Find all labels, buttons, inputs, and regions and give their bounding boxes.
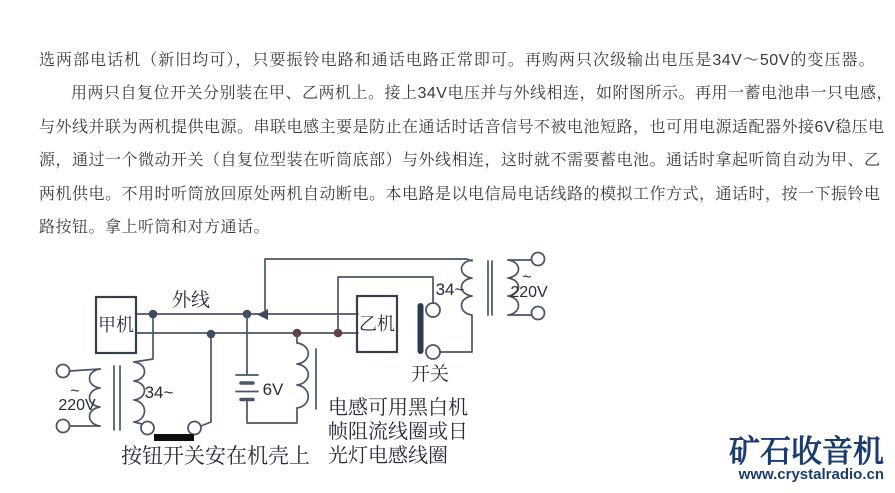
machine-a-label: 甲机 xyxy=(98,315,134,335)
knife-switch xyxy=(411,303,472,385)
inductor-note-line-1: 电感可用黑白机 xyxy=(328,397,468,419)
line-arrowhead xyxy=(257,309,268,320)
button-caption: 按钮开关安在机壳上 xyxy=(121,445,310,468)
article-line-6: 路按钮。拿上听筒和对方通话。 xyxy=(39,218,271,236)
switch-label: 开关 xyxy=(410,364,450,385)
inductor xyxy=(297,333,316,409)
article-line-4: 源，通过一个微动开关（自复位型装在听筒底部）与外线相连，这时就不需要蓄电池。通话时拿起听筒自动为甲、乙 xyxy=(39,152,881,170)
button-bar xyxy=(154,434,194,441)
outer-line-label: 外线 xyxy=(171,290,211,311)
left-primary-voltage-label: 220V xyxy=(58,397,96,414)
inductor-note-line-2: 帧阻流线圈或日 xyxy=(328,421,468,443)
right-secondary-label: 34~ xyxy=(435,280,465,299)
right-primary-tilde: ~ xyxy=(522,269,532,286)
left-transformer xyxy=(57,318,174,433)
article-line-1: 选两部电话机（新旧均可），只要振铃电路和通话电路正常即可。再购两只次级输出电压是34V～50V的变压器。 xyxy=(39,52,875,69)
left-secondary-label: 34~ xyxy=(144,383,174,402)
site-watermark-logo: 矿石收音机 xyxy=(729,434,884,469)
machine-a xyxy=(96,297,136,353)
right-transformer xyxy=(436,253,548,320)
button-contact-right xyxy=(188,422,201,435)
machine-b-label: 乙机 xyxy=(359,314,395,334)
machine-b xyxy=(357,296,397,352)
right-primary-terminal-bottom xyxy=(532,307,545,320)
left-primary-tilde: ~ xyxy=(70,383,80,400)
button-contact-left xyxy=(141,422,154,435)
battery-voltage-label: 6V xyxy=(262,380,284,399)
article-line-3: 与外线并联为两机提供电源。串联电感主要是防止在通话时话音信号不被电池短路，也可用电源适配器外接6V稳压电 xyxy=(39,118,885,136)
article-line-2: 用两只自复位开关分别装在甲、乙两机上。接上34V电压并与外线相连，如附图所示。再用一蓄电池串一只电感， xyxy=(71,85,893,103)
switch-contact-top xyxy=(426,303,440,317)
right-primary-voltage-label: 220V xyxy=(510,284,548,301)
inductor-note-line-3: 光灯电感线圈 xyxy=(328,445,448,467)
left-primary-terminal-top xyxy=(57,365,70,378)
left-primary-terminal-bottom xyxy=(57,420,70,433)
switch-contact-bottom xyxy=(426,345,440,359)
inductor-note xyxy=(328,396,468,467)
article-line-5: 两机供电。不用时听筒放回原处两机自动断电。本电路是以电信局电话线路的模拟工作方式，通话时，按一下振铃电 xyxy=(39,185,881,203)
battery xyxy=(236,314,297,423)
site-watermark-url: www.crystalradio.cn xyxy=(738,466,884,483)
right-primary-terminal-top xyxy=(532,253,545,266)
